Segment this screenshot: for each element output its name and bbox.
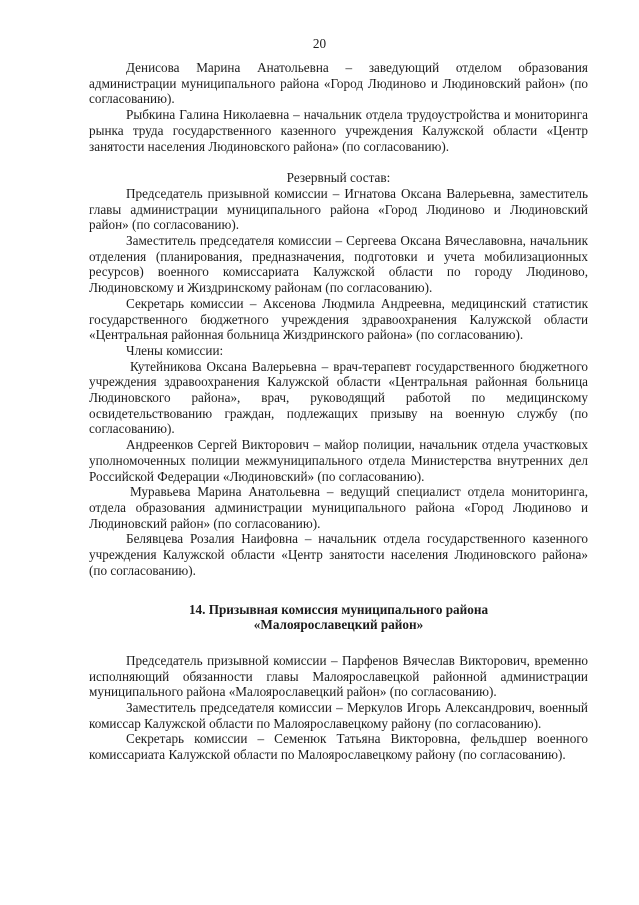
member-paragraph: Андреенков Сергей Викторович – майор полиции, начальник отдела участковых уполномоченных полиции межмуниципального отдела Министерства внутренних дел Российской Федерации «Людиновский» (по согласованию). (89, 437, 588, 484)
section-heading-line-2: «Малоярославецкий район» (253, 617, 424, 633)
reserve-deputy-paragraph: Заместитель председателя комиссии – Сергеева Оксана Вячеславовна, начальник отделения (планирования, предназначения, подготовки и учета мобилизационных ресурсов) военного комиссариата Калужской области по городу Людиново, Людиновскому и Жиздринскому районам (по согласованию). (89, 233, 588, 296)
member-paragraph: Рыбкина Галина Николаевна – начальник отдела трудоустройства и мониторинга рынка труда государственного казенного учреждения Калужской области «Центр занятости населения Людиновского района» (по согласованию). (89, 107, 588, 154)
page-content (89, 60, 588, 763)
page-number: 20 (312, 36, 327, 51)
section-deputy-paragraph: Заместитель председателя комиссии – Меркулов Игорь Александрович, военный комиссар Калужской области по Малоярославецкому району (по согласованию). (89, 700, 588, 731)
member-paragraph: Кутейникова Оксана Валерьевна – врач-терапевт государственного бюджетного учреждения здравоохранения Калужской области «Центральная районная больница Людиновского района», врач, руководящий работой по медицинскому освидетельствованию граждан, подлежащих призыву на военную службу (по согласованию). (89, 358, 588, 437)
members-label: Члены комиссии: (126, 342, 224, 358)
member-paragraph: Муравьева Марина Анатольевна – ведущий специалист отдела мониторинга, отдела образования администрации муниципального района «Город Людиново и Людиновский район» (по согласованию). (89, 484, 588, 531)
section-secretary-paragraph: Секретарь комиссии – Семенюк Татьяна Викторовна, фельдшер военного комиссариата Калужской области по Малоярославецкому району (по согласованию). (89, 731, 588, 763)
member-paragraph: Денисова Марина Анатольевна – заведующий отделом образования администрации муниципального района «Город Людиново и Людиновский район» (по согласованию). (89, 60, 588, 107)
reserve-chair-paragraph: Председатель призывной комиссии – Игнатова Оксана Валерьевна, заместитель главы администрации муниципального района «Город Людиново и Людиновский район» (по согласованию). (89, 185, 588, 233)
reserve-secretary-paragraph: Секретарь комиссии – Аксенова Людмила Андреевна, медицинский статистик государственного бюджетного учреждения здравоохранения Калужской области «Центральная районная больница Жиздринского района» (по согласованию). (89, 295, 588, 343)
reserve-heading: Резервный состав: (286, 170, 391, 186)
section-heading-line-1: 14. Призывная комиссия муниципального района (188, 601, 489, 617)
section-chair-paragraph: Председатель призывной комиссии – Парфенов Вячеслав Викторович, временно исполняющий обязанности главы Малоярославецкой районной администрации муниципального района «Малоярославецкий район» (по согласованию). (89, 652, 588, 700)
member-paragraph: Белявцева Розалия Наифовна – начальник отдела государственного казенного учреждения Калужской области «Центр занятости населения Людиновского района» (по согласованию). (89, 531, 588, 578)
